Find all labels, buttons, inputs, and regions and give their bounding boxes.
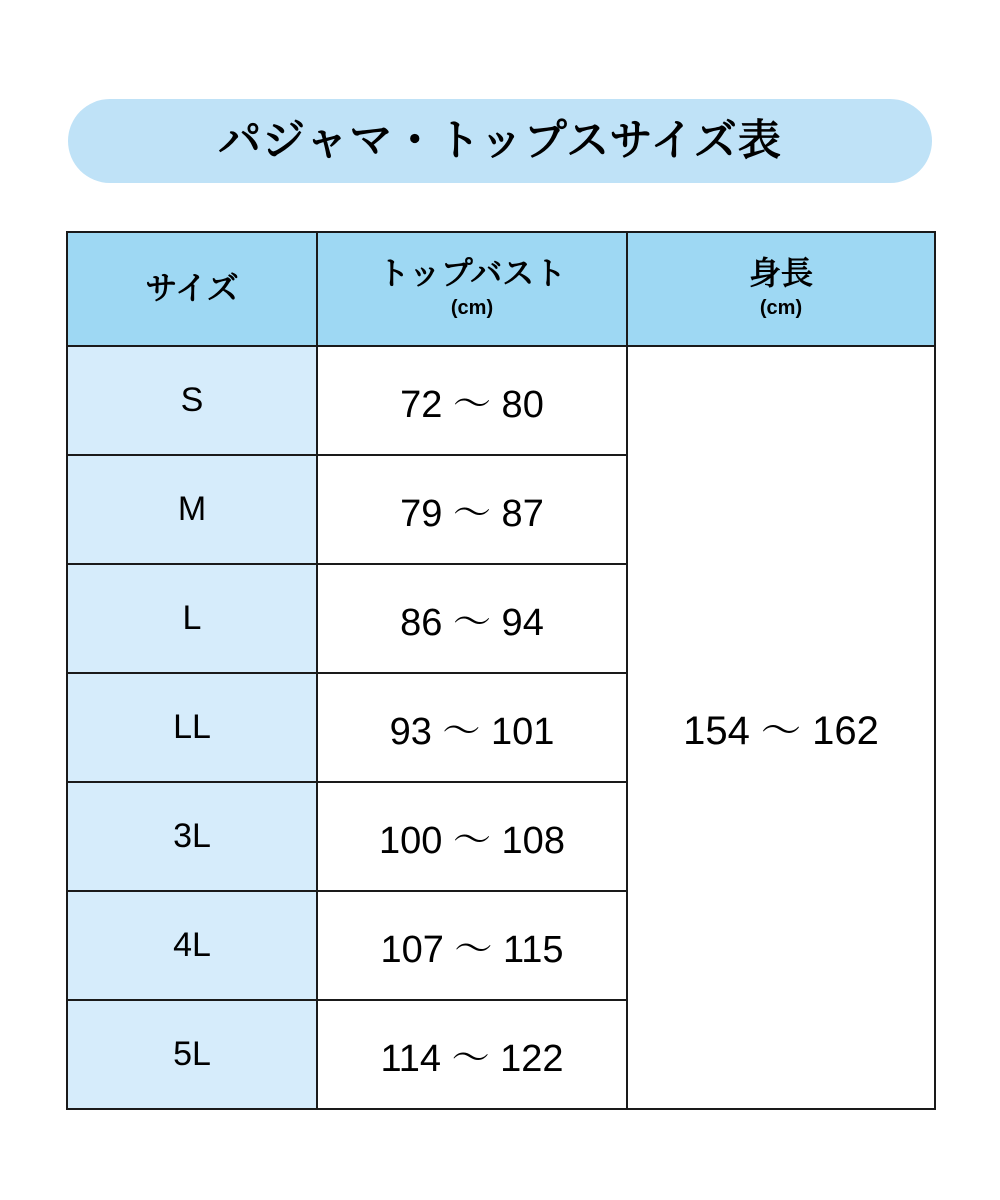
cell-size: 3L — [67, 782, 317, 891]
column-header-height: 身長 (cm) — [627, 232, 935, 346]
cell-size: 4L — [67, 891, 317, 1000]
cell-top-bust: 93 〜 101 — [317, 673, 627, 782]
size-table — [66, 231, 936, 1110]
column-header-size: サイズ — [67, 232, 317, 346]
chart-title-banner — [68, 99, 932, 183]
table-header-row — [67, 232, 935, 346]
table-header — [67, 232, 935, 346]
cell-size: S — [67, 346, 317, 455]
cell-size: M — [67, 455, 317, 564]
cell-size: LL — [67, 673, 317, 782]
column-header-top-bust: トップバスト (cm) — [317, 232, 627, 346]
cell-top-bust: 72 〜 80 — [317, 346, 627, 455]
cell-top-bust: 107 〜 115 — [317, 891, 627, 1000]
cell-size: 5L — [67, 1000, 317, 1109]
cell-top-bust: 114 〜 122 — [317, 1000, 627, 1109]
cell-top-bust: 100 〜 108 — [317, 782, 627, 891]
page-title: パジャマ・トップスサイズ表 — [218, 116, 782, 165]
table-row — [67, 346, 935, 455]
cell-height: 154 〜 162 — [627, 346, 935, 1109]
table-body — [67, 346, 935, 1109]
cell-size: L — [67, 564, 317, 673]
cell-top-bust: 79 〜 87 — [317, 455, 627, 564]
cell-top-bust: 86 〜 94 — [317, 564, 627, 673]
